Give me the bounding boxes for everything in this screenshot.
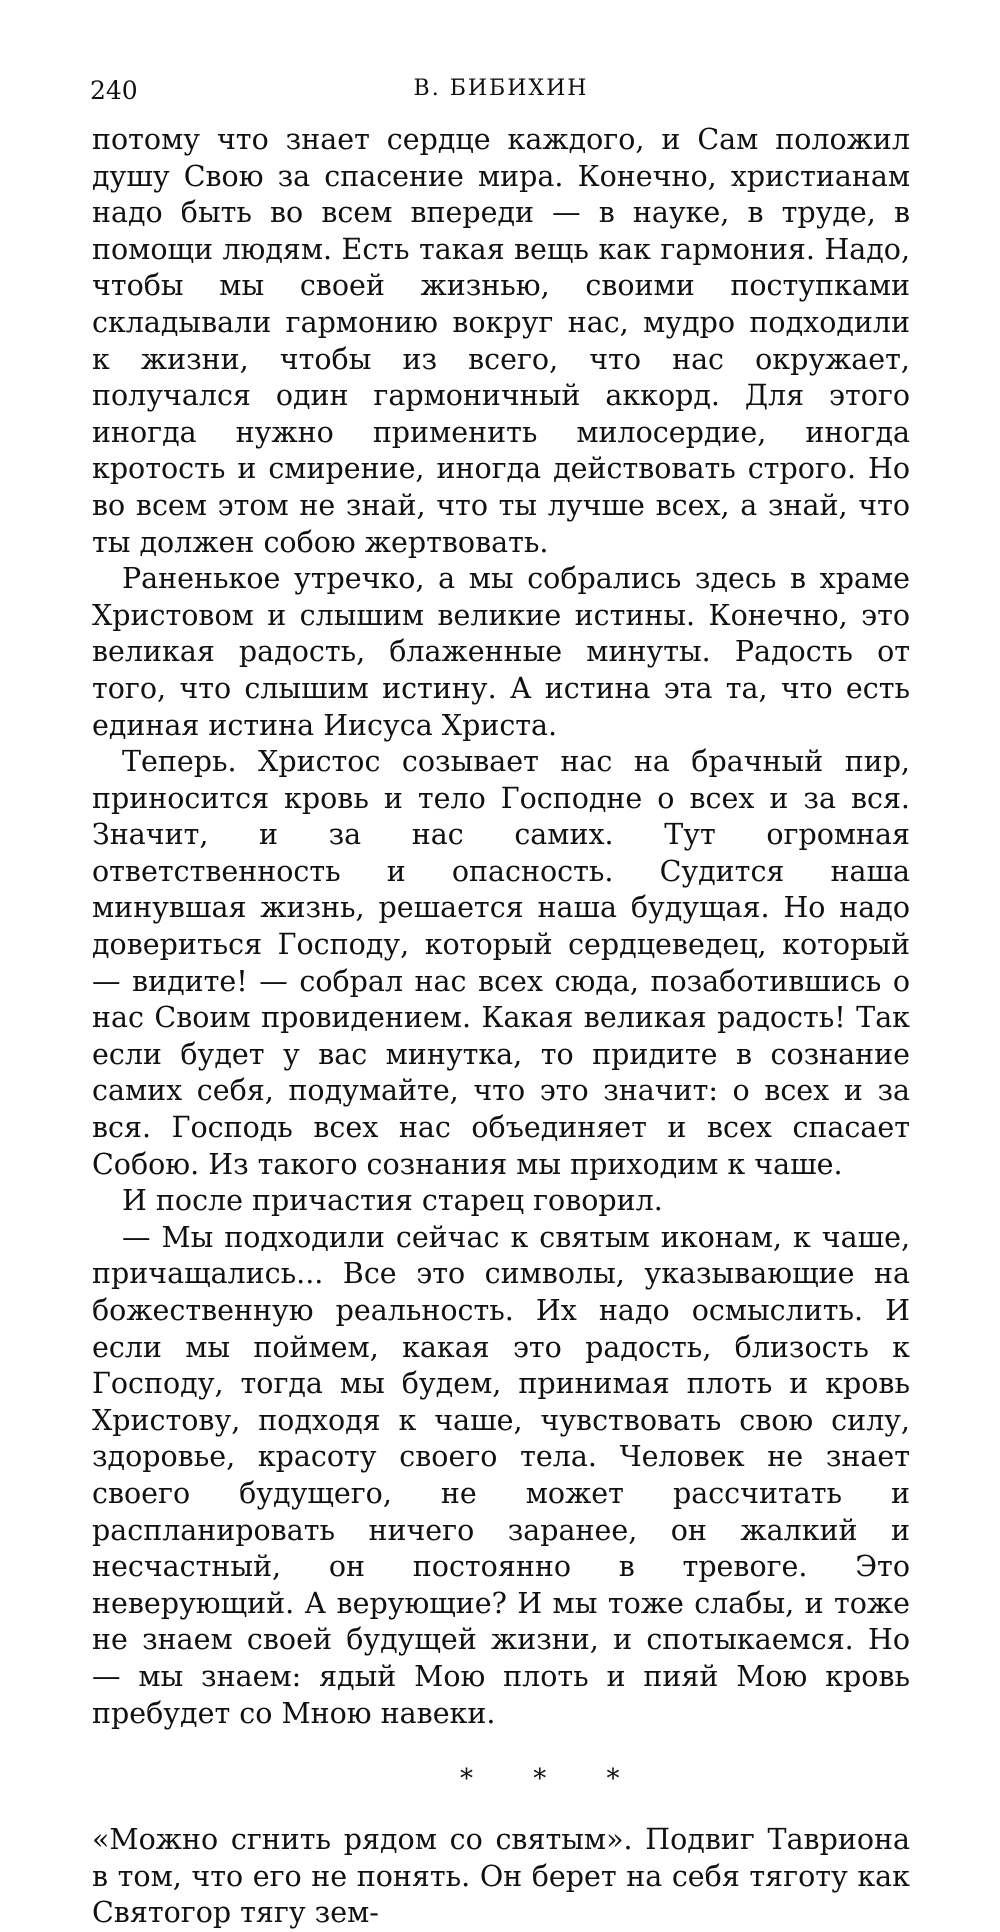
page-number: 240 bbox=[90, 76, 138, 105]
body-text bbox=[92, 122, 910, 1932]
closing-paragraph: «Можно сгнить рядом со святым». Подвиг Тавриона в том, что его не понять. Он берет на себя тяготу как Святогор тягу зем- bbox=[92, 1823, 910, 1930]
paragraph-2: Раненькое утречко, а мы собрались здесь в храме Христовом и слышим великие истины. Конечно, это великая радость, блаженные минуты. Радость от того, что слышим истину. А истина эта та, что есть единая истина Иисуса Христа. bbox=[92, 562, 910, 742]
paragraph-5: — Мы подходили сейчас к святым иконам, к чаше, причащались... Все это символы, указывающие на божественную реальность. Их надо осмыслить. И если мы поймем, какая это радость, близость к Господу, тогда мы будем, принимая плоть и кровь Христову, подходя к чаше, чувствовать свою силу, здоровье, красоту своего тела. Человек не знает своего будущего, не может рассчитать и распланировать ничего заранее, он жалкий и несчастный, он постоянно в тревоге. Это неверующий. А верующие? И мы тоже слабы, и тоже не знаем своей будущей жизни, и спотыкаемся. Но — мы знаем: ядый Мою плоть и пияй Мою кровь пребудет со Мною навеки. bbox=[92, 1220, 910, 1730]
paragraph-3: Теперь. Христос созывает нас на брачный пир, приносится кровь и тело Господне о всех и за вся. Значит, и за нас самих. Тут огромная ответственность и опасность. Судится наша минувшая жизнь, решается наша будущая. Но надо довериться Господу, который сердцеведец, который — видите! — собрал нас всех сюда, позаботившись о нас Своим провидением. Какая великая радость! Так если будет у вас минутка, то придите в сознание самих себя, подумайте, что это значит: о всех и за вся. Господь всех нас объединяет и всех спасает Собою. Из такого сознания мы приходим к чаше. bbox=[92, 745, 910, 1181]
running-head: В. БИБИХИН bbox=[413, 76, 589, 101]
paragraph-4: И после причастия старец говорил. bbox=[122, 1184, 663, 1218]
paragraph-1: потому что знает сердце каждого, и Сам положил душу Свою за спасение мира. Конечно, христианам надо быть во всем впереди — в науке, в труде, в помощи людям. Есть такая вещь как гармония. Надо, чтобы мы своей жизнью, своими поступками складывали гармонию вокруг нас, мудро подходили к жизни, чтобы из всего, что нас окружает, получался один гармоничный аккорд. Для этого иногда нужно применить милосердие, иногда кротость и смирение, иногда действовать строго. Но во всем этом не знай, что ты лучше всех, а знай, что ты должен собою жертвовать. bbox=[92, 123, 910, 559]
section-separator: * * * bbox=[460, 1764, 646, 1795]
page-header bbox=[90, 76, 912, 116]
